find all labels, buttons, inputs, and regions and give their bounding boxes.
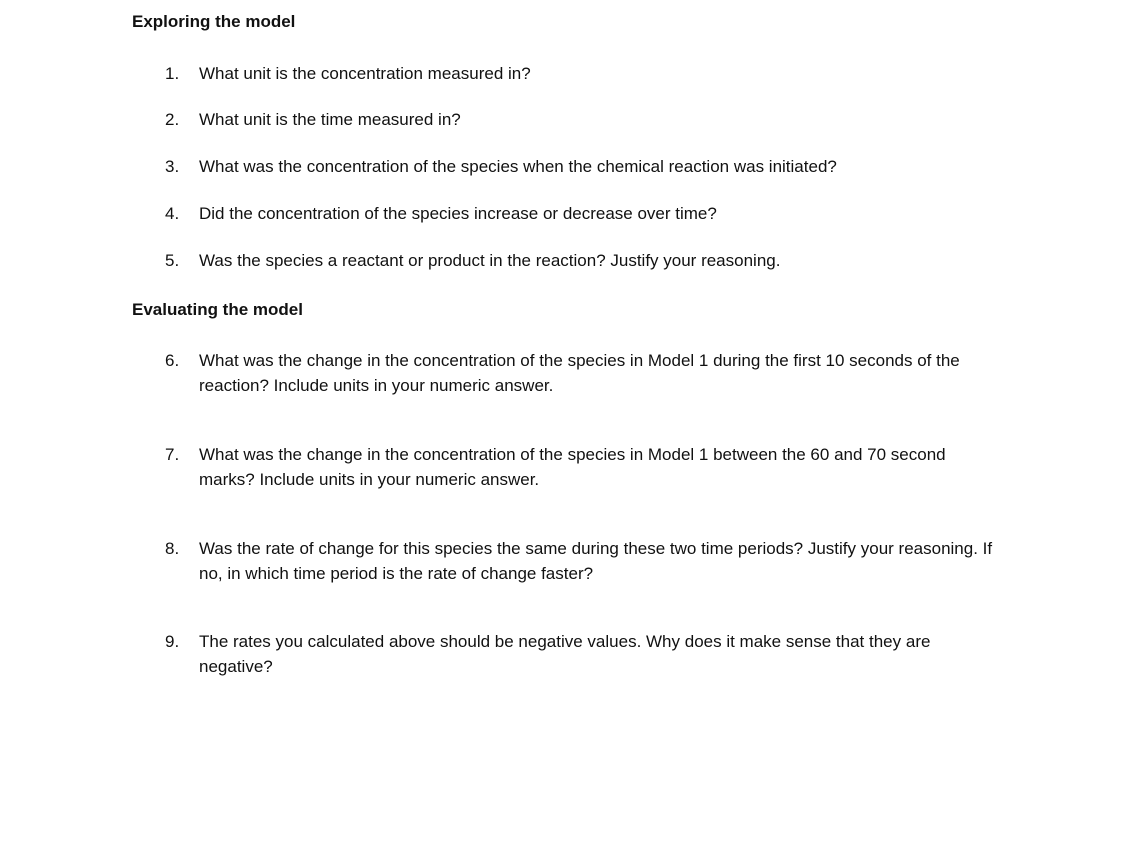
section-heading-exploring: Exploring the model xyxy=(132,12,296,31)
question-text: What was the change in the concentration of the species in Model 1 between the 60 and 70 second marks? Include units in your numeric answer. xyxy=(199,445,946,489)
question-number: 3. xyxy=(165,157,180,176)
question-text: What unit is the concentration measured in? xyxy=(199,64,531,83)
question-item xyxy=(165,248,995,273)
question-number: 5. xyxy=(165,251,180,270)
question-number: 1. xyxy=(165,64,180,83)
question-number: 2. xyxy=(165,110,180,129)
section-heading-evaluating: Evaluating the model xyxy=(132,300,303,319)
question-text: What was the concentration of the species when the chemical reaction was initiated? xyxy=(199,157,837,176)
question-number: 6. xyxy=(165,351,180,370)
question-text: Was the rate of change for this species the same during these two time periods? Justify your reasoning. If no, in which time period is the rate of change faster? xyxy=(199,539,993,583)
question-item xyxy=(165,107,995,132)
question-item xyxy=(165,201,995,226)
question-item xyxy=(165,442,995,492)
question-item xyxy=(165,61,995,86)
question-number: 7. xyxy=(165,445,180,464)
question-item xyxy=(165,536,995,586)
question-text: What was the change in the concentration of the species in Model 1 during the first 10 seconds of the reaction? Include units in your numeric answer. xyxy=(199,351,960,395)
question-text: Was the species a reactant or product in the reaction? Justify your reasoning. xyxy=(199,251,781,270)
question-number: 8. xyxy=(165,539,180,558)
question-number: 9. xyxy=(165,632,180,651)
question-item xyxy=(165,154,995,179)
question-text: Did the concentration of the species increase or decrease over time? xyxy=(199,204,717,223)
question-number: 4. xyxy=(165,204,180,223)
question-item xyxy=(165,629,995,679)
question-item xyxy=(165,348,995,398)
question-text: The rates you calculated above should be negative values. Why does it make sense that they are negative? xyxy=(199,632,931,676)
question-text: What unit is the time measured in? xyxy=(199,110,461,129)
